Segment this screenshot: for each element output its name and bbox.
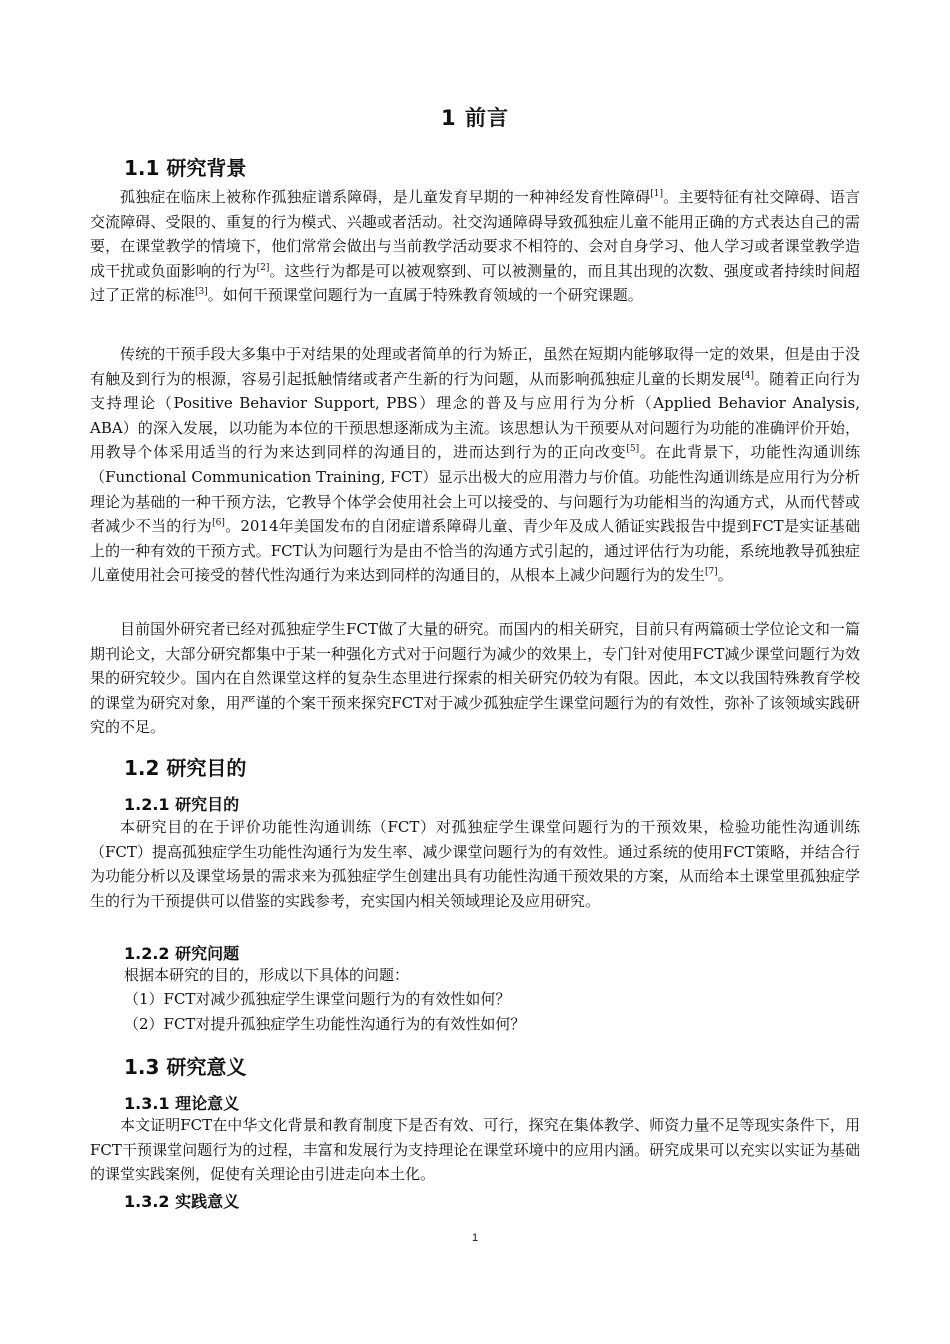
chapter-title: 1 前言 [441,106,509,130]
section-heading-significance: 1.3 研究意义 [124,1055,247,1079]
research-question-1: （1）FCT对减少孤独症学生课堂问题行为的有效性如何？ [124,990,511,1008]
citation-7[interactable]: [7] [705,567,718,578]
citation-2[interactable]: [2] [256,262,270,273]
citation-5[interactable]: [5] [626,444,640,455]
section-heading-background: 1.1 研究背景 [124,156,247,180]
citation-4[interactable]: [4] [741,370,754,381]
paragraph-background-3: 目前国外研究者已经对孤独症学生FCT做了大量的研究。而国内的相关研究，目前只有两篇硕士学位论文和一篇期刊论文，大部分研究都集中于某一种强化方式对于问题行为减少的效果上，专门针对使用FCT减少课堂问题行为效果的研究较少。国内在自然课堂这样的复杂生态里进行探索的相关研究仍较为有限。因此，本文以我国特殊教育学校的课堂为研究对象，用严谨的个案干预来探究FCT对于减少孤独症学生课堂问题行为的有效性，弥补了该领域实践研究的不足。 [90,620,860,737]
subsection-heading-purpose: 1.2.1 研究目的 [124,795,240,814]
citation-3[interactable]: [3] [195,287,208,298]
paragraph-purpose: 本研究目的在于评价功能性沟通训练（FCT）对孤独症学生课堂问题行为的干预效果，检验功能性沟通训练（FCT）提高孤独症学生功能性沟通行为发生率、减少课堂问题行为的有效性。通过系统的使用FCT策略，并结合行为功能分析以及课堂场景的需求来为孤独症学生创建出具有功能性沟通干预效果的方案，从而给本土课堂里孤独症学生的行为干预提供可以借鉴的实践参考，充实国内相关领域理论及应用研究。 [90,818,860,910]
citation-6[interactable]: [6] [212,518,225,529]
citation-1[interactable]: [1] [650,189,664,199]
paragraph-background-2: 传统的干预手段大多集中于对结果的处理或者简单的行为矫正，虽然在短期内能够取得一定的效果，但是由于没有触及到行为的根源，容易引起抵触情绪或者产生新的行为问题，从而影响孤独症儿童的长期发展[4]。随着正向行为支持理论（Positive Behavior Support, PBS）理念的普及与应用行为分析（Applied Behavior Analysis, ABA）的深入发展，以功能为本位的干预思想逐渐成为主流。该思想认为干预要从对问题行为功能的准确评价开始，用教导个体采用适当的行为来达到同样的沟通目的，进而达到行为的正向改变[5]。在此背景下，功能性沟通训练（Functional Communication Training, FCT）显示出极大的应用潜力与价值。功能性沟通训练是应用行为分析理论为基础的一种干预方法，它教导个体学会使用社会上可以接受的、与问题行为功能相当的沟通方式，从而代替或者减少不当的行为[6]。2014年美国发布的自闭症谱系障碍儿童、青少年及成人循证实践报告中提到FCT是实证基础上的一种有效的干预方式。FCT认为问题行为是由不恰当的沟通方式引起的，通过评估行为功能，系统地教导孤独症儿童使用社会可接受的替代性沟通行为来达到同样的沟通目的，从根本上减少问题行为的发生[7]。 [90,345,860,585]
questions-intro: 根据本研究的目的，形成以下具体的问题： [124,966,410,984]
subsection-heading-theory: 1.3.1 理论意义 [124,1094,240,1113]
subsection-heading-practice: 1.3.2 实践意义 [124,1192,240,1211]
section-heading-purpose: 1.2 研究目的 [124,756,247,780]
subsection-heading-questions: 1.2.2 研究问题 [124,944,240,963]
paragraph-theory: 本文证明FCT在中华文化背景和教育制度下是否有效、可行，探究在集体教学、师资力量不足等现实条件下，用FCT干预课堂问题行为的过程，丰富和发展行为支持理论在课堂环境中的应用内涵。研究成果可以充实以实证为基础的课堂实践案例，促使有关理论由引进走向本土化。 [90,1116,860,1184]
page-number: 1 [471,1232,479,1244]
paragraph-background-1: 孤独症在临床上被称作孤独症谱系障碍，是儿童发育早期的一种神经发育性障碍[1]。主要特征有社交障碍、语言交流障碍、受限的、重复的行为模式、兴趣或者活动。社交沟通障碍导致孤独症儿童不能用正确的方式表达自己的需要，在课堂教学的情境下，他们常常会做出与当前教学活动要求不相符的、会对自身学习、他人学习或者课堂教学造成干扰或负面影响的行为[2]。这些行为都是可以被观察到、可以被测量的，而且其出现的次数、强度或者持续时间超过了正常的标准[3]。如何干预课堂问题行为一直属于特殊教育领域的一个研究课题。 [90,188,860,305]
research-question-2: （2）FCT对提升孤独症学生功能性沟通行为的有效性如何？ [124,1015,526,1033]
